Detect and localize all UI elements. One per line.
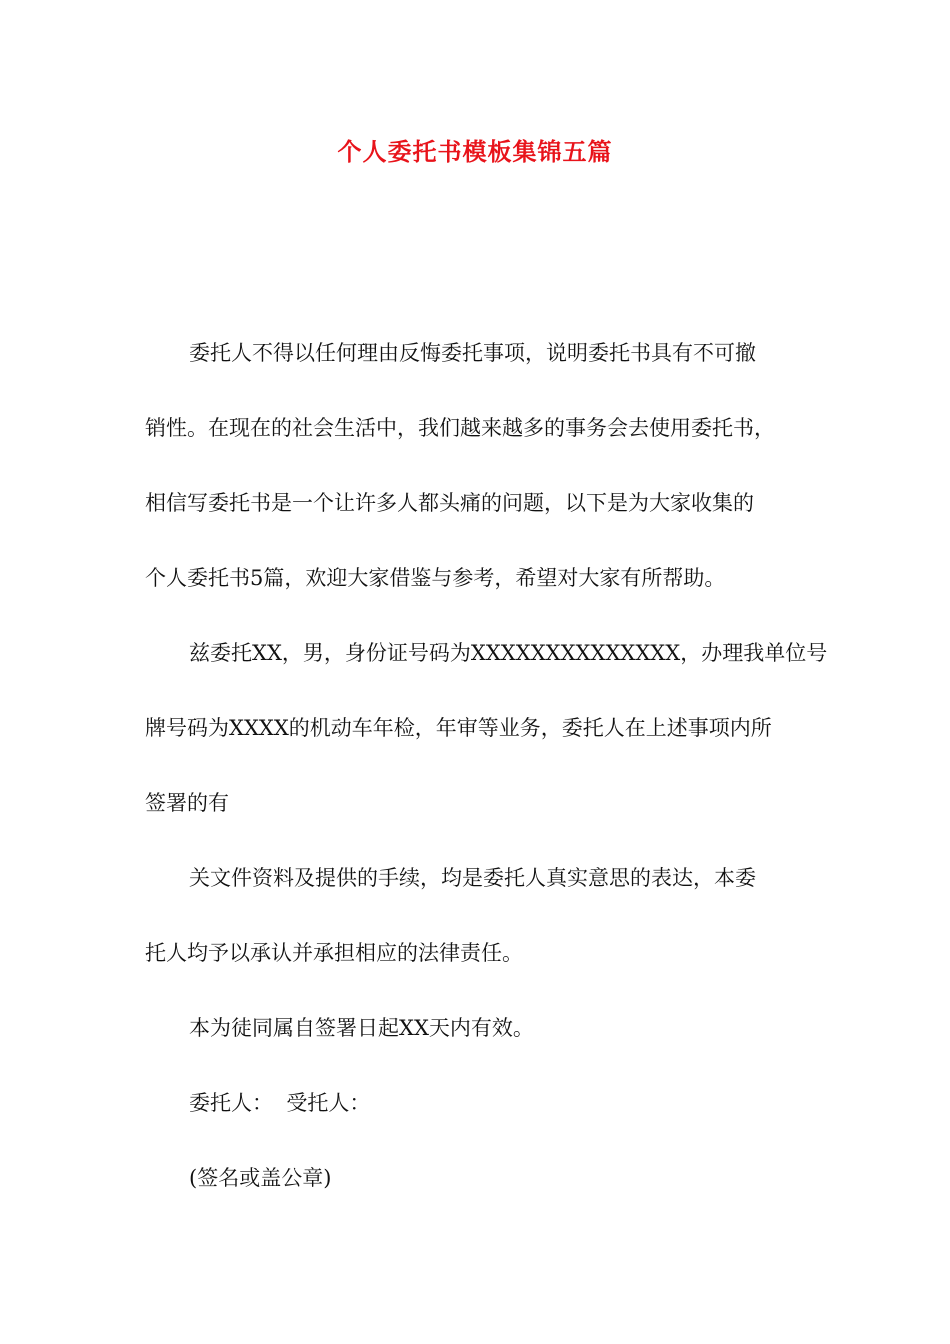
text-line: 签署的有 <box>145 791 229 815</box>
text-line: 销性。在现在的社会生活中，我们越来越多的事务会去使用委托书， <box>145 416 775 440</box>
document-title: 个人委托书模板集锦五篇 <box>337 137 613 166</box>
text-line: 关文件资料及提供的手续，均是委托人真实意思的表达，本委 <box>189 866 756 890</box>
parties-line <box>145 1066 815 1141</box>
signature-note <box>145 1141 815 1216</box>
text-line: 相信写委托书是一个让许多人都头痛的问题，以下是为大家收集的 <box>145 491 754 515</box>
document-body <box>145 316 828 1216</box>
intro-paragraph <box>145 316 815 616</box>
entrust-paragraph <box>145 616 828 841</box>
text-line: 委托人不得以任何理由反悔委托事项，说明委托书具有不可撤 <box>189 341 756 365</box>
text-line: 本为徒同属自签署日起XX天内有效。 <box>189 1016 534 1040</box>
text-line: (签名或盖公章) <box>189 1166 332 1190</box>
validity-paragraph <box>145 991 815 1066</box>
liability-paragraph <box>145 841 815 991</box>
text-line: 个人委托书5篇，欢迎大家借鉴与参考，希望对大家有所帮助。 <box>145 566 726 590</box>
text-line: 牌号码为XXXX的机动车年检，年审等业务，委托人在上述事项内所 <box>145 716 772 740</box>
text-line: 兹委托XX，男，身份证号码为XXXXXXXXXXXXXX，办理我单位号 <box>189 641 828 665</box>
text-line: 托人均予以承认并承担相应的法律责任。 <box>145 941 523 965</box>
text-line: 委托人： 受托人： <box>189 1091 371 1115</box>
